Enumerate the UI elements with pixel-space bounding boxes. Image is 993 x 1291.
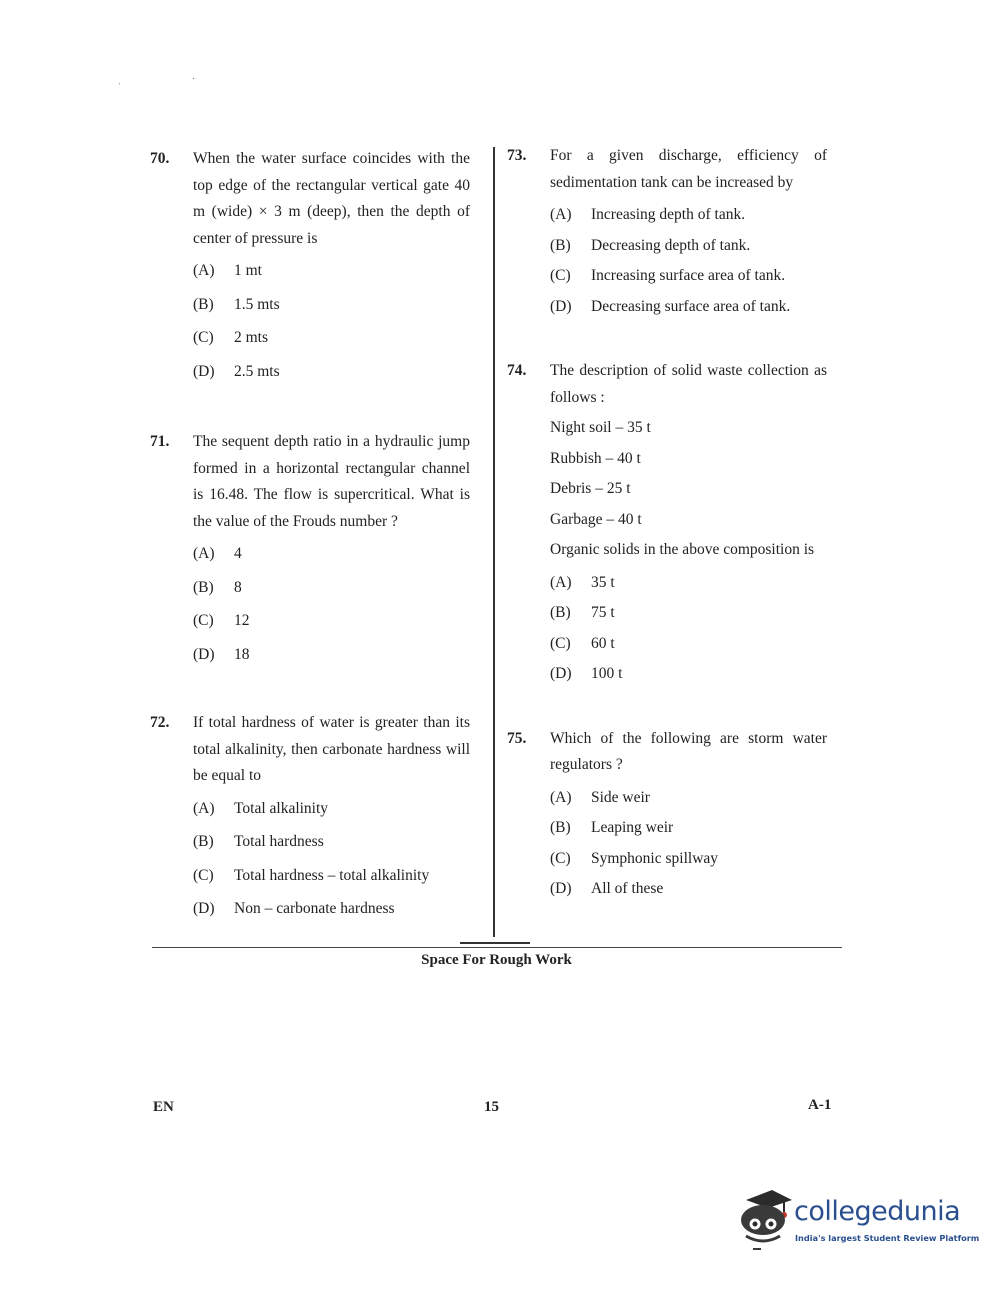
question-stem: When the water surface coincides with the top edge of the rectangular vertical gate 40 m (wide) × 3 m (deep), then the depth of center of pressure is bbox=[193, 150, 470, 247]
question-stem: The description of solid waste collection as follows : bbox=[550, 362, 827, 406]
options-list bbox=[550, 570, 827, 688]
option: (A) Total alkalinity bbox=[193, 799, 329, 817]
option: (A) Side weir bbox=[550, 788, 650, 806]
question-number: 73. bbox=[507, 147, 527, 164]
composition-item: Rubbish – 40 t bbox=[550, 449, 641, 467]
option: (D) Decreasing surface area of tank. bbox=[550, 297, 791, 315]
logo-wordmark: collegedunia bbox=[794, 1196, 961, 1227]
page-number: 15 bbox=[484, 1099, 499, 1115]
question-stem: If total hardness of water is greater than its total alkalinity, then carbonate hardness will be equal to bbox=[193, 714, 470, 784]
option: (C) 60 t bbox=[550, 634, 615, 652]
question-stem: Which of the following are storm water regulators ? bbox=[550, 729, 827, 773]
option: (C) 12 bbox=[193, 612, 250, 629]
option: (A) 1 mt bbox=[193, 262, 262, 279]
scan-speck: ˌ bbox=[118, 74, 122, 85]
question-number: 72. bbox=[150, 714, 170, 731]
option: (B) 8 bbox=[193, 578, 242, 596]
option: (A) 35 t bbox=[550, 573, 615, 591]
right-column bbox=[507, 143, 827, 907]
question-number: 74. bbox=[507, 362, 527, 379]
options-list bbox=[550, 202, 827, 320]
question-74 bbox=[507, 358, 827, 688]
question-stem-continued: Organic solids in the above composition is bbox=[550, 541, 815, 558]
composition-item: Night soil – 35 t bbox=[550, 419, 651, 436]
composition-item: Garbage – 40 t bbox=[550, 510, 642, 528]
options-list bbox=[193, 796, 470, 923]
option: (C) Symphonic spillway bbox=[550, 849, 719, 867]
footer-language: EN bbox=[153, 1099, 174, 1115]
question-stem: The sequent depth ratio in a hydraulic jump formed in a horizontal rectangular channel is 16.48. The flow is supercritical. What is the value of the Frouds number ? bbox=[193, 433, 470, 530]
option: (B) 75 t bbox=[550, 604, 615, 621]
option: (D) 18 bbox=[193, 645, 250, 663]
divider-short bbox=[460, 942, 530, 944]
question-number: 70. bbox=[150, 150, 170, 167]
question-73 bbox=[507, 143, 827, 320]
option: (A) Increasing depth of tank. bbox=[550, 206, 746, 223]
question-71 bbox=[150, 429, 470, 668]
option: (D) Non – carbonate hardness bbox=[193, 900, 395, 917]
option: (C) Increasing surface area of tank. bbox=[550, 267, 786, 284]
option: (B) 1.5 mts bbox=[193, 295, 280, 313]
composition-item: Debris – 25 t bbox=[550, 480, 631, 497]
options-list bbox=[193, 541, 470, 668]
option: (B) Decreasing depth of tank. bbox=[550, 236, 751, 254]
question-72 bbox=[150, 710, 470, 923]
question-number: 71. bbox=[150, 433, 170, 450]
option: (B) Total hardness bbox=[193, 833, 324, 850]
scan-speck: · bbox=[192, 74, 196, 85]
option: (C) Total hardness – total alkalinity bbox=[193, 866, 430, 884]
question-number: 75. bbox=[507, 729, 527, 747]
option: (B) Leaping weir bbox=[550, 819, 674, 836]
options-list bbox=[193, 258, 470, 385]
collegedunia-logo bbox=[736, 1186, 980, 1256]
option: (A) 4 bbox=[193, 545, 242, 562]
footer-code: A-1 bbox=[808, 1097, 832, 1113]
question-70 bbox=[150, 146, 470, 385]
logo-tagline: India's largest Student Review Platform bbox=[795, 1233, 980, 1243]
divider-line bbox=[152, 947, 842, 948]
column-divider bbox=[493, 147, 495, 937]
left-column bbox=[150, 146, 470, 930]
option: (D) 2.5 mts bbox=[193, 362, 280, 380]
options-list bbox=[550, 785, 827, 903]
option: (C) 2 mts bbox=[193, 329, 269, 346]
mascot-icon bbox=[736, 1186, 794, 1252]
question-75 bbox=[507, 726, 827, 903]
question-stem: For a given discharge, efficiency of sedimentation tank can be increased by bbox=[550, 147, 827, 191]
option: (D) 100 t bbox=[550, 665, 623, 682]
option: (D) All of these bbox=[550, 880, 664, 897]
rough-work-heading: Space For Rough Work bbox=[421, 952, 572, 968]
